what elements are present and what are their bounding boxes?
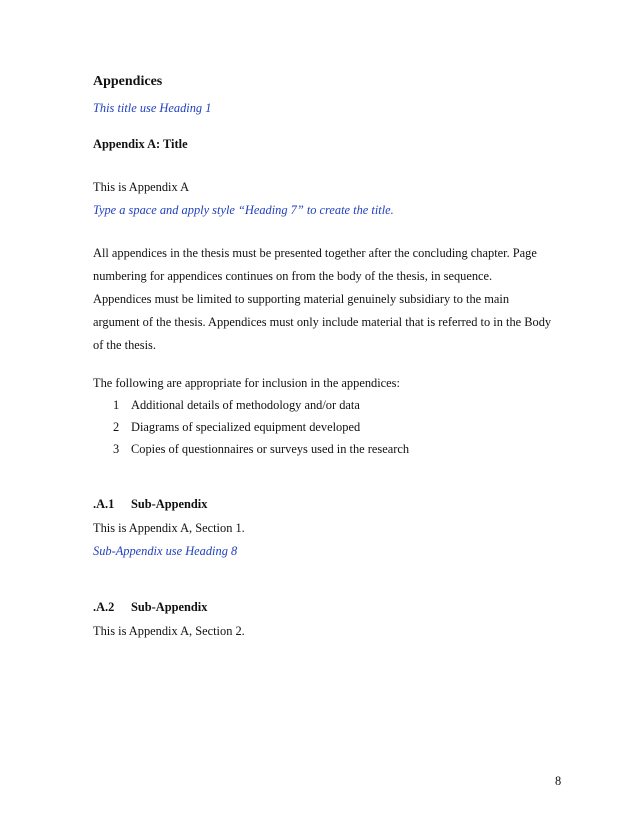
list-item-text: Copies of questionnaires or surveys used in the research	[131, 442, 410, 456]
paragraph-line: numbering for appendices continues on from the body of the thesis, in sequence.	[93, 269, 493, 283]
list-item-text: Additional details of methodology and/or data	[131, 398, 360, 412]
page-number: 8	[555, 774, 562, 788]
sub-appendix-a2-body: This is Appendix A, Section 2.	[93, 624, 245, 638]
appendix-a-style-note: Type a space and apply style “Heading 7” to create the title.	[93, 203, 394, 217]
sub-appendix-a2-title: Sub-Appendix	[131, 600, 208, 614]
sub-appendix-a2-number: .A.2	[93, 600, 115, 614]
list-item-text: Diagrams of specialized equipment developed	[131, 420, 361, 434]
paragraph-line: Appendices must be limited to supporting material genuinely subsidiary to the main	[93, 292, 510, 306]
paragraph-line: of the thesis.	[93, 338, 156, 352]
list-item-number: 1	[113, 398, 120, 412]
heading-style-note: This title use Heading 1	[93, 101, 212, 115]
appendix-a-intro: This is Appendix A	[93, 180, 190, 194]
paragraph-line: All appendices in the thesis must be presented together after the concluding chapter. Page	[93, 246, 537, 260]
page-heading: Appendices	[93, 74, 163, 89]
sub-appendix-style-note: Sub-Appendix use Heading 8	[93, 544, 238, 558]
paragraph-line: argument of the thesis. Appendices must only include material that is referred to in the Body	[93, 315, 552, 329]
list-intro: The following are appropriate for inclusion in the appendices:	[93, 376, 400, 390]
sub-appendix-a1-number: .A.1	[93, 497, 115, 511]
sub-appendix-a1-body: This is Appendix A, Section 1.	[93, 521, 245, 535]
sub-appendix-a1-title: Sub-Appendix	[131, 497, 208, 511]
appendix-a-title: Appendix A: Title	[93, 137, 188, 151]
list-item-number: 3	[113, 442, 120, 456]
list-item-number: 2	[113, 420, 120, 434]
